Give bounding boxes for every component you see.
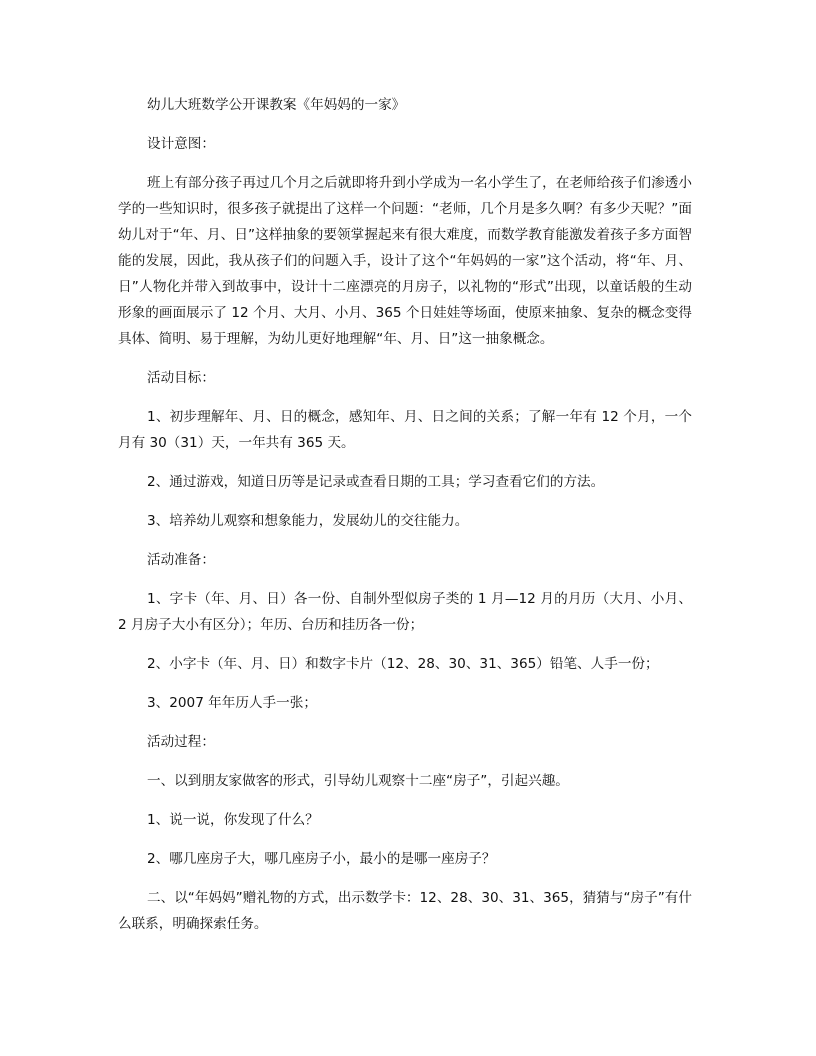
- paragraph-gap: [118, 833, 692, 846]
- preparation-item-1: 1、字卡（年、月、日）各一份、自制外型似房子类的 1 月—12 月的月历（大月、小月、2 月房子大小有区分）；年历、台历和挂历各一份；: [118, 591, 692, 633]
- goal-item-3: 3、培养幼儿观察和想象能力，发展幼儿的交往能力。: [147, 513, 469, 529]
- paragraph-gap: [118, 872, 692, 885]
- paragraph-gap: [118, 638, 692, 651]
- paragraph-gap: [118, 677, 692, 690]
- process-step-1-item-2: 2、哪几座房子大，哪几座房子小，最小的是哪一座房子？: [147, 851, 496, 867]
- paragraph-gap: [118, 716, 692, 729]
- process-step-1-item-1: 1、说一说，你发现了什么？: [147, 812, 319, 828]
- paragraph-gap: [118, 573, 692, 586]
- section-heading-goals: 活动目标：: [147, 370, 215, 386]
- process-step-1: 一、以到朋友家做客的形式，引导幼儿观察十二座“房子”，引起兴趣。: [147, 773, 569, 789]
- document-title: 幼儿大班数学公开课教案《年妈妈的一家》: [147, 97, 406, 113]
- paragraph-gap: [118, 352, 692, 365]
- paragraph-design-intent-body: 班上有部分孩子再过几个月之后就即将升到小学成为一名小学生了，在老师给孩子们渗透小学的一些知识时，很多孩子就提出了这样一个问题：“老师，几个月是多久啊？有多少天呢？”面幼儿对于“年、月、日”这样抽象的要领掌握起来有很大难度，而数学教育能激发着孩子多方面智能的发展，因此，我从孩子们的问题入手，设计了这个“年妈妈的一家”这个活动，将“年、月、日”人物化并带入到故事中，设计十二座漂亮的月房子，以礼物的“形式”出现，以童话般的生动形象的画面展示了 12 个月、大月、小月、365 个日娃娃等场面，使原来抽象、复杂的概念变得具体、简明、易于理解，为幼儿更好地理解“年、月、日”这一抽象概念。: [118, 175, 692, 347]
- goal-item-2: 2、通过游戏，知道日历等是记录或查看日期的工具；学习查看它们的方法。: [147, 474, 605, 490]
- paragraph-gap: [118, 794, 692, 807]
- section-heading-preparation: 活动准备：: [147, 552, 215, 568]
- paragraph-gap: [118, 534, 692, 547]
- paragraph-gap: [118, 118, 692, 131]
- paragraph-gap: [118, 157, 692, 170]
- section-heading-process: 活动过程：: [147, 734, 215, 750]
- goal-item-1: 1、初步理解年、月、日的概念，感知年、月、日之间的关系；了解一年有 12 个月，一个月有 30（31）天，一年共有 365 天。: [118, 409, 692, 451]
- paragraph-gap: [118, 391, 692, 404]
- preparation-item-2: 2、小字卡（年、月、日）和数字卡片（12、28、30、31、365）铅笔、人手一份；: [147, 656, 659, 672]
- paragraph-gap: [118, 755, 692, 768]
- document-page: [118, 92, 692, 937]
- paragraph-gap: [118, 495, 692, 508]
- preparation-item-3: 3、2007 年年历人手一张；: [147, 695, 317, 711]
- paragraph-gap: [118, 456, 692, 469]
- section-heading-design-intent: 设计意图：: [147, 136, 215, 152]
- process-step-2: 二、以“年妈妈”赠礼物的方式，出示数学卡：12、28、30、31、365，猜猜与“房子”有什么联系，明确探索任务。: [118, 890, 692, 932]
